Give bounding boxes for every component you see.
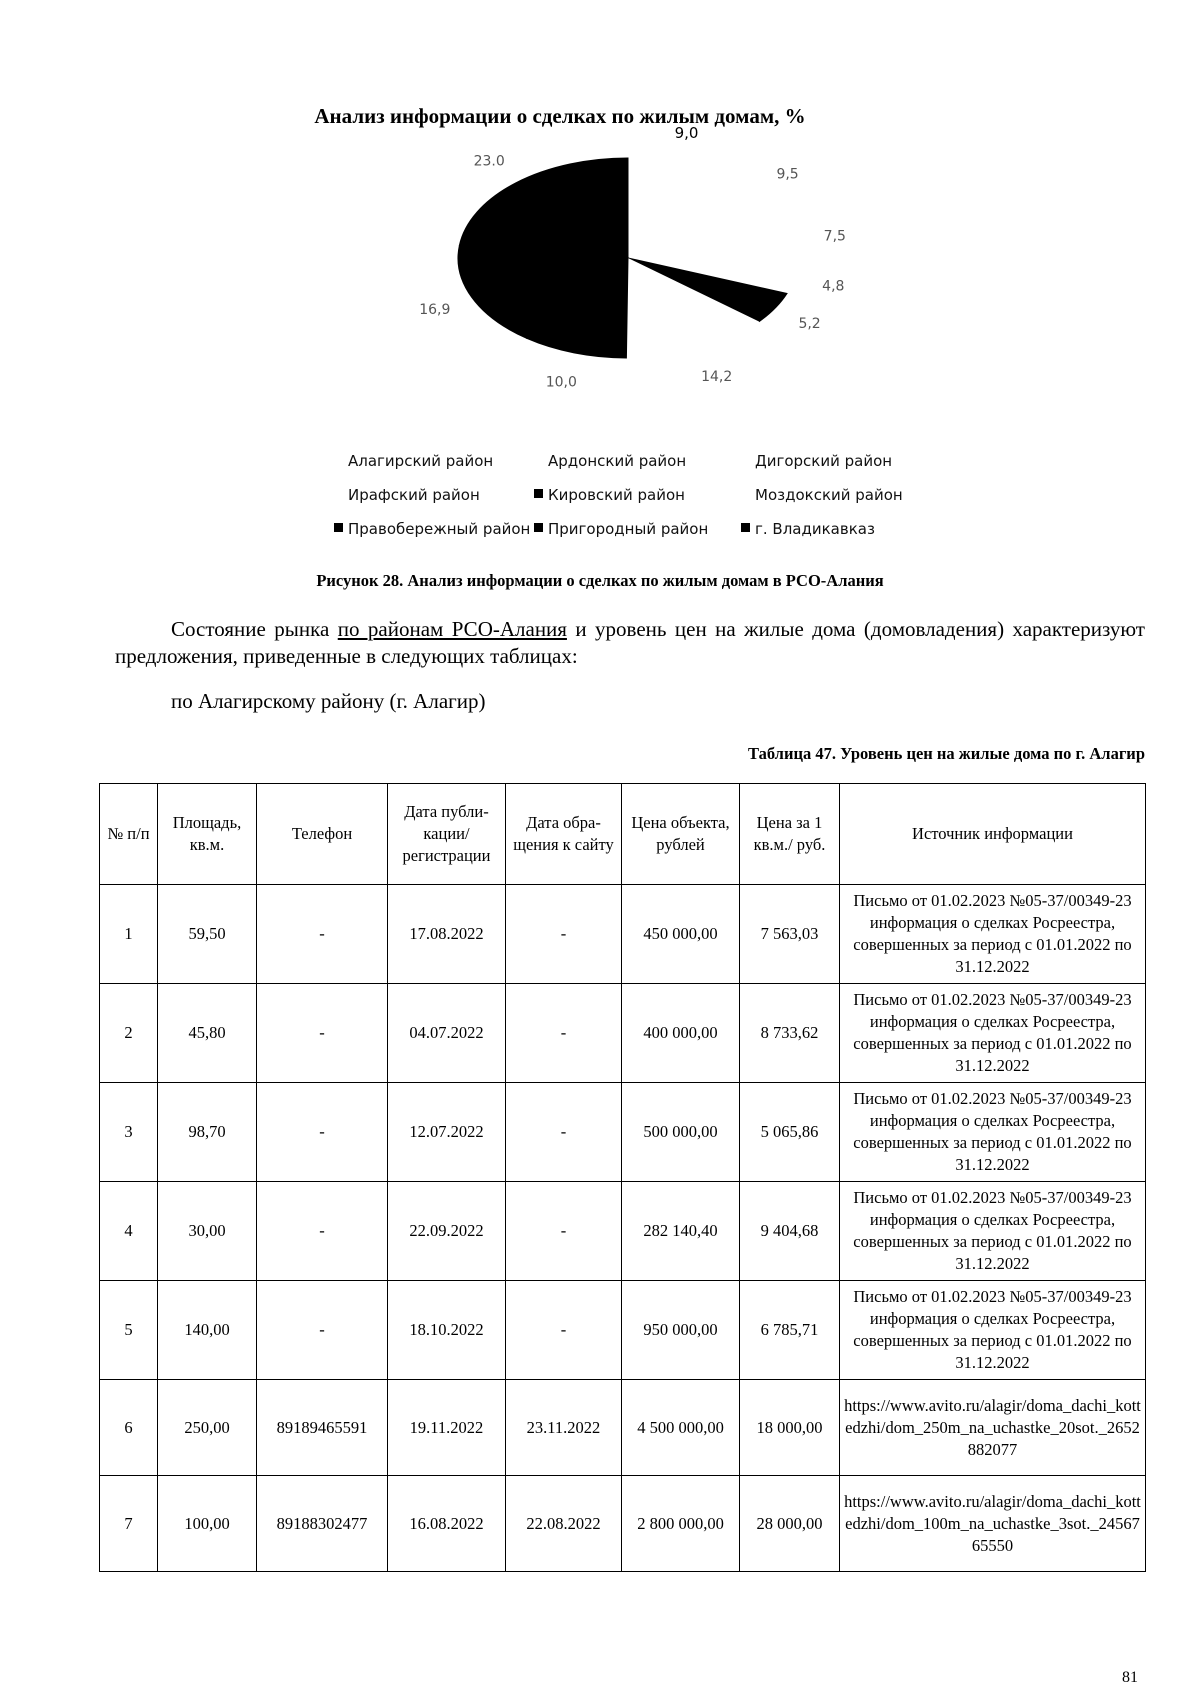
pie-chart: [0, 0, 1200, 540]
cell-date-visited: -: [506, 984, 622, 1083]
legend-label: Ирафский район: [348, 486, 480, 504]
legend-item: [334, 520, 530, 538]
cell-phone: -: [257, 984, 388, 1083]
legend-swatch: [741, 489, 750, 498]
paragraph-intro: [115, 616, 1145, 670]
cell-price: 450 000,00: [622, 885, 740, 984]
header-area: Площадь, кв.м.: [158, 784, 257, 885]
cell-area: 250,00: [158, 1380, 257, 1476]
cell-price-per-m2: 7 563,03: [740, 885, 840, 984]
table-row: [100, 1380, 1146, 1476]
cell-price: 500 000,00: [622, 1083, 740, 1182]
legend-item: [741, 452, 892, 470]
cell-number: 6: [100, 1380, 158, 1476]
cell-number: 1: [100, 885, 158, 984]
price-table: [99, 783, 1146, 1572]
table-caption: Таблица 47. Уровень цен на жилые дома по г. Алагир: [748, 744, 1145, 763]
table-header-row: [100, 784, 1146, 885]
cell-area: 98,70: [158, 1083, 257, 1182]
cell-date-visited: -: [506, 885, 622, 984]
table-row: [100, 1476, 1146, 1572]
cell-number: 3: [100, 1083, 158, 1182]
legend-swatch: [534, 523, 543, 532]
legend-item: [741, 520, 875, 538]
table-row: [100, 885, 1146, 984]
legend-item: [534, 520, 708, 538]
cell-number: 7: [100, 1476, 158, 1572]
cell-number: 5: [100, 1281, 158, 1380]
table-row: [100, 1182, 1146, 1281]
header-source: Источник информации: [840, 784, 1146, 885]
header-phone: Телефон: [257, 784, 388, 885]
header-date-published: Дата публи-кации/ регистрации: [388, 784, 506, 885]
cell-date-published: 22.09.2022: [388, 1182, 506, 1281]
cell-source: https://www.avito.ru/alagir/doma_dachi_kottedzhi/dom_250m_na_uchastke_20sot._2652882077: [840, 1380, 1146, 1476]
table-row: [100, 984, 1146, 1083]
legend-label: Кировский район: [548, 486, 685, 504]
cell-date-visited: 23.11.2022: [506, 1380, 622, 1476]
cell-price: 282 140,40: [622, 1182, 740, 1281]
cell-area: 45,80: [158, 984, 257, 1083]
cell-phone: -: [257, 1281, 388, 1380]
cell-phone: -: [257, 1083, 388, 1182]
legend-label: г. Владикавказ: [755, 520, 875, 538]
cell-phone: -: [257, 885, 388, 984]
cell-area: 59,50: [158, 885, 257, 984]
cell-phone: 89189465591: [257, 1380, 388, 1476]
table-row: [100, 1083, 1146, 1182]
cell-price-per-m2: 9 404,68: [740, 1182, 840, 1281]
cell-date-published: 12.07.2022: [388, 1083, 506, 1182]
legend-label: Алагирский район: [348, 452, 494, 470]
data-label: 4,8: [822, 278, 845, 295]
cell-price: 400 000,00: [622, 984, 740, 1083]
legend-item: [334, 452, 493, 470]
data-label: 9,5: [776, 166, 799, 183]
legend-swatch: [534, 489, 543, 498]
header-price: Цена объекта, рублей: [622, 784, 740, 885]
legend-label: Ардонский район: [548, 452, 687, 470]
figure-caption: Рисунок 28. Анализ информации о сделках по жилым домам в РСО-Алания: [316, 571, 884, 590]
cell-date-published: 18.10.2022: [388, 1281, 506, 1380]
data-label: 10,0: [545, 374, 577, 391]
cell-price: 950 000,00: [622, 1281, 740, 1380]
legend-swatch: [741, 455, 750, 464]
cell-number: 4: [100, 1182, 158, 1281]
cell-source: Письмо от 01.02.2023 №05-37/00349-23 информация о сделках Росреестра, совершенных за период с 01.01.2022 по 31.12.2022: [840, 1182, 1146, 1281]
legend-swatch: [334, 489, 343, 498]
header-date-visited: Дата обра-щения к сайту: [506, 784, 622, 885]
header-number: № п/п: [100, 784, 158, 885]
data-label: 23.0: [473, 153, 505, 170]
cell-price-per-m2: 6 785,71: [740, 1281, 840, 1380]
legend-swatch: [741, 523, 750, 532]
cell-area: 100,00: [158, 1476, 257, 1572]
cell-source: Письмо от 01.02.2023 №05-37/00349-23 информация о сделках Росреестра, совершенных за период с 01.01.2022 по 31.12.2022: [840, 984, 1146, 1083]
cell-date-visited: 22.08.2022: [506, 1476, 622, 1572]
cell-source: Письмо от 01.02.2023 №05-37/00349-23 информация о сделках Росреестра, совершенных за период с 01.01.2022 по 31.12.2022: [840, 885, 1146, 984]
cell-area: 140,00: [158, 1281, 257, 1380]
legend-item: [534, 486, 685, 504]
cell-date-published: 16.08.2022: [388, 1476, 506, 1572]
cell-price-per-m2: 8 733,62: [740, 984, 840, 1083]
data-label: 7,5: [823, 228, 846, 245]
cell-price: 2 800 000,00: [622, 1476, 740, 1572]
legend-label: Моздокский район: [755, 486, 903, 504]
cell-number: 2: [100, 984, 158, 1083]
data-label: 14,2: [701, 368, 733, 385]
table-row: [100, 1281, 1146, 1380]
cell-price: 4 500 000,00: [622, 1380, 740, 1476]
legend-label: Дигорский район: [755, 452, 893, 470]
cell-price-per-m2: 28 000,00: [740, 1476, 840, 1572]
chart-title: Анализ информации о сделках по жилым домам, %: [314, 104, 806, 128]
cell-date-visited: -: [506, 1182, 622, 1281]
pie-slice: [459, 158, 628, 258]
legend-swatch: [334, 455, 343, 464]
cell-source: Письмо от 01.02.2023 №05-37/00349-23 информация о сделках Росреестра, совершенных за период с 01.01.2022 по 31.12.2022: [840, 1083, 1146, 1182]
cell-date-visited: -: [506, 1083, 622, 1182]
paragraph-intro-part2: и уровень цен на жилые дома (домовладения) характеризуют предложения, приведенные в следующих таблицах:: [115, 617, 1145, 668]
cell-area: 30,00: [158, 1182, 257, 1281]
legend-swatch: [534, 455, 543, 464]
cell-source: Письмо от 01.02.2023 №05-37/00349-23 информация о сделках Росреестра, совершенных за период с 01.01.2022 по 31.12.2022: [840, 1281, 1146, 1380]
paragraph-district: по Алагирскому району (г. Алагир): [171, 689, 486, 713]
legend-item: [534, 452, 686, 470]
cell-date-published: 04.07.2022: [388, 984, 506, 1083]
cell-phone: 89188302477: [257, 1476, 388, 1572]
cell-price-per-m2: 5 065,86: [740, 1083, 840, 1182]
legend-swatch: [334, 523, 343, 532]
legend-item: [741, 486, 903, 504]
page-number: 81: [1122, 1669, 1138, 1686]
legend-label: Пригородный район: [548, 520, 709, 538]
cell-source: https://www.avito.ru/alagir/doma_dachi_kottedzhi/dom_100m_na_uchastke_3sot._2456765550: [840, 1476, 1146, 1572]
cell-date-visited: -: [506, 1281, 622, 1380]
cell-phone: -: [257, 1182, 388, 1281]
paragraph-intro-part1: Состояние рынка: [171, 617, 338, 641]
data-label: 16,9: [419, 302, 451, 318]
data-label: 9,0: [674, 124, 699, 143]
header-price-per-m2: Цена за 1 кв.м./ руб.: [740, 784, 840, 885]
legend-item: [334, 486, 480, 504]
paragraph-intro-link-text: по районам РСО-Алания: [337, 617, 567, 641]
cell-price-per-m2: 18 000,00: [740, 1380, 840, 1476]
cell-date-published: 17.08.2022: [388, 885, 506, 984]
data-label: 5,2: [798, 316, 821, 333]
cell-date-published: 19.11.2022: [388, 1380, 506, 1476]
legend-label: Правобережный район: [348, 520, 531, 538]
